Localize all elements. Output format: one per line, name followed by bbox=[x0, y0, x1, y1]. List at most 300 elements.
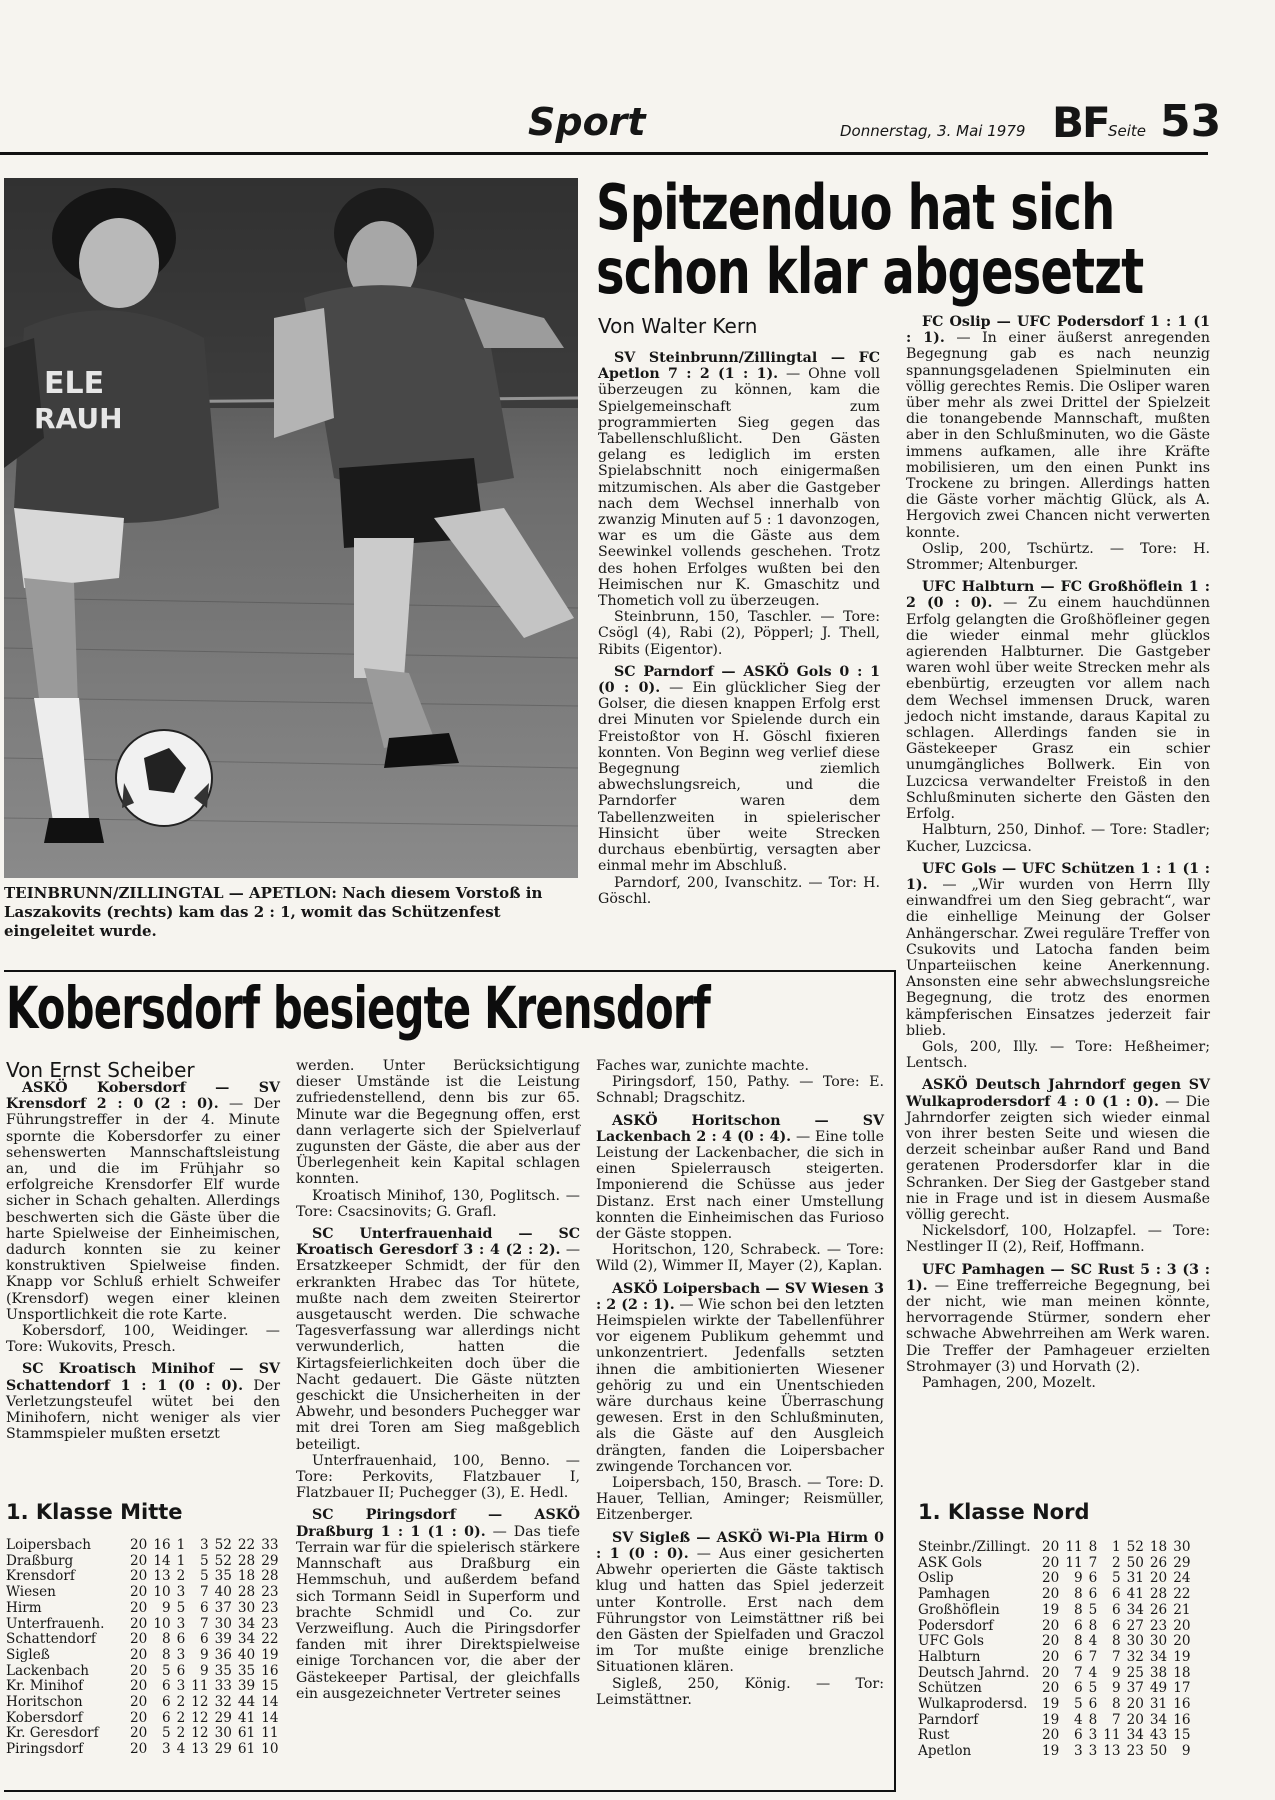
table-cell: 3 bbox=[176, 1584, 186, 1601]
table-cell: 20 bbox=[130, 1694, 148, 1711]
table-row bbox=[6, 1569, 279, 1585]
team-name: Piringsdorf bbox=[6, 1741, 84, 1758]
table-title-nord: 1. Klasse Nord bbox=[918, 1500, 1090, 1524]
table-cell: 37 bbox=[1126, 1680, 1144, 1697]
table-cell: 52 bbox=[1126, 1539, 1144, 1555]
table-cell: 20 bbox=[130, 1615, 148, 1632]
table-row bbox=[6, 1585, 279, 1601]
paragraph bbox=[6, 1323, 280, 1355]
table-cell: 1 bbox=[176, 1537, 186, 1553]
paragraph-text: — Ohne voll überzeugen zu können, kam die Spielgemeinschaft zum programmierten Sieg gegen das Tabellenschlußlicht. Den Gästen gelang es lediglich im ersten Spielabschnitt noch einigermaßen mitzumischen. Als aber die Gastgeber nach dem Wechsel innerhalb von zwanzig Minuten auf 5 : 1 davonzogen, war es um die Gäste aus dem Seewinkel vollends geschehen. Trotz des hohen Erfolges wußten bei den Heimischen nur K. Gmaschitz und Thometich voll zu überzeugen. bbox=[598, 366, 880, 610]
table-cell: 20 bbox=[130, 1599, 148, 1616]
table-cell: 34 bbox=[1126, 1601, 1144, 1618]
team-name: Oslip bbox=[918, 1570, 954, 1587]
table-cell: 3 bbox=[161, 1741, 171, 1758]
paragraph bbox=[906, 314, 1210, 541]
table-cell: 6 bbox=[1073, 1648, 1083, 1665]
table-row bbox=[6, 1695, 279, 1711]
table-cell: 5 bbox=[1073, 1696, 1083, 1713]
table-cell: 10 bbox=[153, 1584, 171, 1601]
table-cell: 6 bbox=[1111, 1586, 1121, 1603]
table-cell: 11 bbox=[1065, 1539, 1083, 1555]
team-name: Krensdorf bbox=[6, 1568, 75, 1585]
table-row bbox=[6, 1664, 279, 1680]
paragraph-text: Sigleß, 250, König. — Tor: Leimstättner. bbox=[596, 1675, 884, 1708]
paragraph-text: Horitschon, 120, Schrabeck. — Tore: Wild (2), Wimmer II, Mayer (2), Kaplan. bbox=[596, 1242, 884, 1275]
table-cell: 15 bbox=[1173, 1727, 1191, 1744]
table-row bbox=[918, 1697, 1191, 1713]
jersey-text-1: ELE bbox=[44, 366, 105, 401]
table-cell: 30 bbox=[1126, 1633, 1144, 1650]
paragraph-text: Parndorf, 200, Ivanschitz. — Tor: H. Göschl. bbox=[598, 874, 880, 907]
match-result-lead: SC Parndorf — ASKÖ Gols 0 : 1 (0 : 0). bbox=[598, 663, 880, 697]
paragraph bbox=[596, 1676, 884, 1708]
table-cell: 20 bbox=[130, 1725, 148, 1742]
match-result-lead: FC Oslip — UFC Podersdorf 1 : 1 (1 : 1). bbox=[906, 314, 1210, 347]
table-cell: 16 bbox=[1173, 1711, 1191, 1728]
table-cell: 20 bbox=[130, 1552, 148, 1569]
table-cell: 14 bbox=[261, 1694, 279, 1711]
team-name: Steinbr./Zillingt. bbox=[918, 1539, 1031, 1555]
table-cell: 35 bbox=[237, 1662, 256, 1679]
table-cell: 29 bbox=[214, 1741, 232, 1758]
table-row bbox=[918, 1650, 1191, 1666]
table-cell: 4 bbox=[1088, 1633, 1098, 1650]
paragraph-text: — Ersatzkeeper Schmidt, der für den erkrankten Hrabec das Tor hütete, mußte nach dem zweiten Steirertor ausgetauscht werden. Die schwache Tagesverfassung war allerdings nicht verwunderlich, hatten die Kirtagsfeierlichkeiten doch über die Nacht gedauert. Die Gäste nützten geschickt die Unsicherheiten in der Abwehr, und besonders Puchegger war mit drei Toren am Sieg maßgeblich beteiligt. bbox=[296, 1242, 581, 1453]
table-cell: 5 bbox=[161, 1662, 171, 1679]
table-cell: 7 bbox=[1111, 1648, 1121, 1665]
team-name: Loipersbach bbox=[6, 1537, 91, 1553]
table-cell: 34 bbox=[237, 1615, 256, 1632]
standings-table-mitte bbox=[6, 1538, 286, 1758]
table-cell: 9 bbox=[1111, 1680, 1121, 1697]
paragraph-text: — Der Führungstreffer in der 4. Minute spornte die Kobersdorfer zu einer sehenswerten Mannschaftsleistung an, und die im Frühjahr so erfolgreiche Krensdorfer Elf wurde sicher in Schach gehalten. Allerdings beschwerten sich die Gäste über die harte Spielweise der Einheimischen, dadurch konnten sie zu keiner konstruktiven Spielweise finden. Knapp vor Schluß erhielt Schweifer (Krensdorf) wegen einer kleinen Unsportlichkeit die rote Karte. bbox=[6, 1096, 280, 1323]
table-cell: 6 bbox=[1111, 1601, 1121, 1618]
table-row bbox=[6, 1648, 279, 1664]
table-cell: 8 bbox=[1088, 1711, 1098, 1728]
paragraph bbox=[6, 1080, 280, 1323]
paragraph bbox=[6, 1361, 280, 1442]
table-cell: 5 bbox=[176, 1599, 186, 1616]
match-result-lead: ASKÖ Loipersbach — SV Wiesen 3 : 2 (2 : 1). bbox=[596, 1280, 884, 1313]
table-cell: 20 bbox=[130, 1741, 148, 1758]
headline-kobersdorf: Kobersdorf besiegte Krensdorf bbox=[6, 974, 711, 1042]
table-cell: 33 bbox=[261, 1537, 279, 1553]
table-cell: 5 bbox=[1088, 1680, 1098, 1697]
team-name: Großhöflein bbox=[918, 1601, 1000, 1618]
match-result-lead: UFC Halbturn — FC Großhöflein 1 : 2 (0 : 0). bbox=[906, 579, 1210, 612]
team-name: Deutsch Jahrnd. bbox=[918, 1664, 1030, 1681]
table-cell: 13 bbox=[1103, 1743, 1121, 1760]
paragraph-text: — Das tiefe Terrain war für die spielerisch stärkere Mannschaft aus Draßburg ein Hemmschuh, und außerdem befand sich Tormann Seidl in Superform und brachte Schmidl und Co. zur Verzweiflung. Auch die Piringsdorfer fanden mit ihrer Direktspielweise einige Torchancen vor, die aber der Gästekeeper Partisal, der gleichfalls ein ausgezeichneter Vertreter seines bbox=[296, 1523, 580, 1702]
table-cell: 11 bbox=[261, 1725, 279, 1742]
table-row bbox=[918, 1571, 1191, 1587]
table-cell: 43 bbox=[1149, 1727, 1168, 1744]
table-cell: 5 bbox=[1111, 1570, 1121, 1587]
table-row bbox=[6, 1711, 279, 1727]
team-name: Halbturn bbox=[918, 1648, 981, 1665]
table-cell: 23 bbox=[261, 1584, 279, 1601]
table-row bbox=[918, 1587, 1191, 1603]
table-row bbox=[6, 1554, 279, 1570]
table-cell: 29 bbox=[214, 1709, 232, 1726]
table-cell: 20 bbox=[1042, 1680, 1060, 1697]
table-cell: 10 bbox=[153, 1615, 171, 1632]
table-row bbox=[918, 1666, 1191, 1682]
table-cell: 8 bbox=[1088, 1617, 1098, 1634]
table-cell: 32 bbox=[214, 1694, 232, 1711]
table-cell: 37 bbox=[214, 1599, 232, 1616]
table-cell: 5 bbox=[1088, 1601, 1098, 1618]
table-cell: 26 bbox=[1149, 1601, 1168, 1618]
table-cell: 23 bbox=[261, 1599, 279, 1616]
table-cell: 34 bbox=[1149, 1711, 1168, 1728]
table-cell: 27 bbox=[1126, 1617, 1144, 1634]
table-cell: 20 bbox=[1042, 1570, 1060, 1587]
table-cell: 31 bbox=[1149, 1696, 1168, 1713]
table-cell: 30 bbox=[1173, 1539, 1191, 1555]
table-cell: 3 bbox=[176, 1615, 186, 1632]
table-row bbox=[918, 1556, 1191, 1572]
article2-column-3 bbox=[596, 1058, 884, 1708]
table-cell: 13 bbox=[153, 1568, 171, 1585]
table-row bbox=[6, 1679, 279, 1695]
team-name: Sigleß bbox=[6, 1646, 50, 1663]
table-cell: 6 bbox=[176, 1662, 186, 1679]
byline-walter-kern: Von Walter Kern bbox=[598, 314, 758, 338]
paragraph-text: — Ein glücklicher Sieg der Golser, die diesen knappen Erfolg erst drei Minuten vor Spielende durch ein Freistoßtor von H. Göschl fixieren konnten. Von Beginn weg verlief diese Begegnung ziemlich abwechslungsreich, und die Parndorfer waren dem Tabellenzweiten in spielerischer Hinsicht über weite Strecken durchaus ebenbürtig, versagten aber einmal mehr im Abschluß. bbox=[598, 680, 880, 875]
table-row bbox=[6, 1742, 279, 1758]
table-cell: 10 bbox=[261, 1741, 279, 1758]
table-cell: 25 bbox=[1126, 1664, 1144, 1681]
paragraph bbox=[906, 1077, 1210, 1223]
table-cell: 19 bbox=[261, 1646, 279, 1663]
table-cell: 8 bbox=[1111, 1696, 1121, 1713]
paragraph bbox=[906, 541, 1210, 573]
table-cell: 35 bbox=[214, 1568, 232, 1585]
match-result-lead: UFC Gols — UFC Schützen 1 : 1 (1 : 1). bbox=[906, 860, 1210, 893]
table-cell: 40 bbox=[237, 1646, 256, 1663]
match-photo-illustration bbox=[4, 178, 578, 878]
section-title: Sport bbox=[528, 100, 646, 144]
paragraph-text: werden. Unter Berücksichtigung dieser Umstände ist die Leistung zufriedenstellend, denn bis zur 65. Minute war die Begegnung offen, erst dann verlagerte sich der Spielverlauf zugunsten der Gäste, die aber aus der Überlegenheit kein Kapital schlagen konnten. bbox=[296, 1058, 580, 1188]
table-cell: 50 bbox=[1149, 1743, 1168, 1760]
table-cell: 7 bbox=[1088, 1554, 1098, 1571]
table-cell: 28 bbox=[261, 1568, 279, 1585]
table-cell: 32 bbox=[1126, 1648, 1144, 1665]
table-cell: 3 bbox=[176, 1646, 186, 1663]
table-cell: 18 bbox=[1173, 1664, 1191, 1681]
table-cell: 2 bbox=[176, 1694, 186, 1711]
table-cell: 39 bbox=[214, 1631, 232, 1648]
article1-column-2 bbox=[906, 314, 1210, 1391]
table-cell: 6 bbox=[161, 1678, 171, 1695]
table-cell: 20 bbox=[1173, 1617, 1191, 1634]
table-cell: 20 bbox=[130, 1537, 148, 1553]
table-cell: 20 bbox=[1173, 1633, 1191, 1650]
table-cell: 4 bbox=[1088, 1664, 1098, 1681]
team-name: Schützen bbox=[918, 1680, 982, 1697]
table-cell: 7 bbox=[1073, 1664, 1083, 1681]
table-cell: 4 bbox=[1073, 1711, 1083, 1728]
paragraph bbox=[906, 1223, 1210, 1255]
paragraph bbox=[906, 861, 1210, 1039]
table-cell: 33 bbox=[214, 1678, 232, 1695]
paragraph bbox=[596, 1113, 884, 1243]
table-cell: 20 bbox=[1042, 1586, 1060, 1603]
table-cell: 40 bbox=[214, 1584, 232, 1601]
paragraph bbox=[596, 1074, 884, 1106]
table-cell: 6 bbox=[1111, 1617, 1121, 1634]
table-cell: 6 bbox=[161, 1709, 171, 1726]
table-row bbox=[918, 1728, 1191, 1744]
table-cell: 61 bbox=[237, 1725, 256, 1742]
table-cell: 30 bbox=[214, 1615, 232, 1632]
paragraph bbox=[596, 1530, 884, 1676]
match-result-lead: SC Piringsdorf — ASKÖ Draßburg 1 : 1 (1 : 0). bbox=[296, 1507, 580, 1540]
table-cell: 20 bbox=[130, 1646, 148, 1663]
table-cell: 6 bbox=[1073, 1680, 1083, 1697]
table-cell: 20 bbox=[130, 1584, 148, 1601]
table-cell: 41 bbox=[237, 1709, 256, 1726]
article1-column-1 bbox=[598, 350, 880, 907]
headline-spitzenduo bbox=[596, 171, 1144, 308]
paragraph-text: — Eine trefferreiche Begegnung, bei der nicht, wie man meinen könnte, hervorragende Stürmer, sondern eher schwache Abwehrreihen am Werk waren. Die Treffer der Pamhageuer erzielten Strohmayer (3) und Horvath (2). bbox=[906, 1277, 1210, 1375]
paragraph bbox=[906, 1039, 1210, 1071]
table-cell: 20 bbox=[130, 1568, 148, 1585]
table-cell: 44 bbox=[237, 1694, 256, 1711]
team-name: Unterfrauenh. bbox=[6, 1615, 105, 1632]
table-row bbox=[918, 1619, 1191, 1635]
table-cell: 6 bbox=[1088, 1696, 1098, 1713]
paragraph-text: Loipersbach, 150, Brasch. — Tore: D. Hauer, Tellian, Aminger; Reismüller, Eitzenberger. bbox=[596, 1475, 884, 1524]
table-cell: 8 bbox=[1088, 1539, 1098, 1555]
paragraph bbox=[296, 1058, 580, 1188]
table-cell: 9 bbox=[199, 1646, 209, 1663]
article2-column-1 bbox=[6, 1080, 280, 1442]
paragraph bbox=[596, 1475, 884, 1524]
table-cell: 16 bbox=[153, 1537, 171, 1553]
table-cell: 20 bbox=[1042, 1554, 1060, 1571]
paragraph-text: Unterfrauenhaid, 100, Benno. — Tore: Perkovits, Flatzbauer I, Flatzbauer II; Puchegger (3), E. Hedl. bbox=[296, 1452, 580, 1502]
table-cell: 8 bbox=[1111, 1633, 1121, 1650]
table-cell: 23 bbox=[1126, 1743, 1144, 1760]
table-cell: 22 bbox=[1173, 1586, 1191, 1603]
table-cell: 9 bbox=[1181, 1743, 1191, 1760]
table-cell: 20 bbox=[1126, 1711, 1144, 1728]
table-cell: 23 bbox=[1149, 1617, 1168, 1634]
table-cell: 6 bbox=[1073, 1617, 1083, 1634]
table-cell: 8 bbox=[1073, 1601, 1083, 1618]
match-result-lead: ASKÖ Deutsch Jahrndorf gegen SV Wulkaprodersdorf 4 : 0 (1 : 0). bbox=[906, 1077, 1210, 1110]
table-cell: 52 bbox=[214, 1552, 232, 1569]
table-cell: 3 bbox=[1073, 1743, 1083, 1760]
table-title-mitte: 1. Klasse Mitte bbox=[6, 1500, 183, 1524]
table-cell: 5 bbox=[199, 1568, 209, 1585]
paragraph-text: Gols, 200, Illy. — Tore: Heßheimer; Lentsch. bbox=[906, 1038, 1210, 1072]
table-cell: 30 bbox=[1149, 1633, 1168, 1650]
table-cell: 14 bbox=[261, 1709, 279, 1726]
table-row bbox=[6, 1726, 279, 1742]
table-cell: 6 bbox=[199, 1631, 209, 1648]
table-cell: 13 bbox=[191, 1741, 209, 1758]
paragraph-text: — In einer äußerst anregenden Begegnung gab es nach neunzig spannungsgeladenen Spielminuten ein völlig gerechtes Remis. Die Osliper waren über mehr als zwei Drittel der Spielzeit die tonangebende Mannschaft, mußten aber in den Schlußminuten, wo die Gäste immens aufkamen, alle ihre Kräfte mobilisieren, um den einen Punkt ins Trockene zu bringen. Allerdings hatten die Gäste vorher mächtig Glück, als A. Hergovich zwei Chancen nicht verwerten konnte. bbox=[906, 330, 1211, 541]
table-cell: 20 bbox=[130, 1709, 148, 1726]
team-name: Apetlon bbox=[918, 1743, 972, 1760]
paragraph bbox=[596, 1281, 884, 1475]
table-cell: 24 bbox=[1173, 1570, 1191, 1587]
table-cell: 22 bbox=[261, 1631, 279, 1648]
paragraph bbox=[906, 1262, 1210, 1375]
table-cell: 30 bbox=[237, 1599, 256, 1616]
table-cell: 29 bbox=[261, 1552, 279, 1569]
team-name: Hirm bbox=[6, 1599, 42, 1616]
table-cell: 20 bbox=[1042, 1633, 1060, 1650]
table-cell: 11 bbox=[1065, 1554, 1083, 1571]
team-name: Parndorf bbox=[918, 1711, 979, 1728]
paragraph bbox=[598, 664, 880, 875]
table-cell: 22 bbox=[237, 1537, 256, 1553]
table-cell: 7 bbox=[199, 1584, 209, 1601]
table-cell: 19 bbox=[1173, 1648, 1191, 1665]
table-cell: 9 bbox=[1073, 1570, 1083, 1587]
table-cell: 31 bbox=[1126, 1570, 1144, 1587]
table-cell: 23 bbox=[261, 1615, 279, 1632]
table-cell: 49 bbox=[1149, 1680, 1168, 1697]
table-cell: 6 bbox=[161, 1694, 171, 1711]
table-row bbox=[918, 1634, 1191, 1650]
table-cell: 19 bbox=[1042, 1743, 1060, 1760]
table-cell: 7 bbox=[199, 1615, 209, 1632]
table-cell: 20 bbox=[1042, 1539, 1060, 1555]
table-cell: 28 bbox=[237, 1584, 256, 1601]
table-cell: 41 bbox=[1126, 1586, 1144, 1603]
table-cell: 12 bbox=[191, 1694, 209, 1711]
table-cell: 28 bbox=[1149, 1586, 1168, 1603]
table-cell: 11 bbox=[1103, 1727, 1121, 1744]
table-cell: 18 bbox=[237, 1568, 256, 1585]
table-cell: 2 bbox=[176, 1709, 186, 1726]
table-row bbox=[918, 1540, 1191, 1556]
paragraph bbox=[296, 1453, 580, 1502]
paragraph-text: — Zu einem hauchdünnen Erfolg gelangten die Großhöfleiner gegen die wieder einmal mehr glücklos agierenden Halbturner. Die Gastgeber waren wohl über weite Strecken mehr als ebenbürtig, erzeugten vor allem nach dem Wechsel immensen Druck, waren jedoch nicht imstande, daraus Kapital zu schlagen. Allerdings fanden sie in Gästekeeper Grasz ein schier unumgängliches Bollwerk. Ein von Luzcicsa verwandelter Freistoß in den Schlußminuten sicherte den Gästen den Erfolg. bbox=[906, 595, 1210, 823]
table-cell: 9 bbox=[1111, 1664, 1121, 1681]
paragraph bbox=[906, 822, 1210, 854]
table-row bbox=[918, 1744, 1191, 1760]
table-cell: 26 bbox=[1149, 1554, 1168, 1571]
paragraph bbox=[296, 1226, 580, 1453]
table-cell: 34 bbox=[1126, 1727, 1144, 1744]
table-nord bbox=[918, 1540, 1191, 1760]
team-name: Wulkaprodersd. bbox=[918, 1696, 1028, 1713]
paragraph-text: Steinbrunn, 150, Taschler. — Tore: Csögl (4), Rabi (2), Pöpperl; J. Thell, Ribits (Eigentor). bbox=[598, 609, 880, 658]
table-cell: 4 bbox=[176, 1741, 186, 1758]
table-cell: 20 bbox=[1042, 1727, 1060, 1744]
table-cell: 29 bbox=[1173, 1554, 1191, 1571]
jersey-text-2: RAUH bbox=[34, 402, 123, 435]
paragraph-text: Kobersdorf, 100, Weidinger. — Tore: Wukovits, Presch. bbox=[6, 1323, 280, 1356]
paragraph-text: — Wie schon bei den letzten Heimspielen wirkte der Tabellenführer vor eigenem Publikum gehemmt und unkonzentriert. Jedenfalls setzten ihnen die ambitionierten Wiesener gehörig zu und ein Unentschieden wäre durchaus keine Überraschung gewesen. Erst in den Schlußminuten, als die Gäste auf den Ausgleich drängten, fanden die Loipersbacher zwingende Torchancen vor. bbox=[596, 1296, 884, 1475]
paragraph-text: — Aus einer gesicherten Abwehr operierten die Gäste taktisch klug und hatten das Spiel jederzeit unter Kontrolle. Erst nach dem Führungstor von Leimstättner riß bei den Gästen der Spielfaden und Graczol im Tor mußte einige brenzliche Situationen klären. bbox=[596, 1545, 884, 1676]
team-name: UFC Gols bbox=[918, 1633, 984, 1650]
table-cell: 18 bbox=[1149, 1539, 1168, 1555]
paragraph-text: Pamhagen, 200, Mozelt. bbox=[922, 1375, 1096, 1391]
table-cell: 3 bbox=[176, 1678, 186, 1695]
table-cell: 39 bbox=[237, 1678, 256, 1695]
page-label: Seite bbox=[1108, 122, 1147, 140]
table-cell: 20 bbox=[1149, 1570, 1168, 1587]
table-cell: 6 bbox=[176, 1631, 186, 1648]
table-cell: 9 bbox=[161, 1599, 171, 1616]
paragraph-text: Kroatisch Minihof, 130, Poglitsch. — Tore: Csacsinovits; G. Grafl. bbox=[296, 1187, 580, 1220]
team-name: Rust bbox=[918, 1727, 950, 1744]
table-cell: 28 bbox=[237, 1552, 256, 1569]
match-photo bbox=[4, 178, 578, 878]
table-cell: 3 bbox=[1088, 1727, 1098, 1744]
table-cell: 2 bbox=[176, 1725, 186, 1742]
table-cell: 6 bbox=[199, 1599, 209, 1616]
table-cell: 21 bbox=[1173, 1601, 1191, 1618]
paragraph bbox=[296, 1188, 580, 1220]
table-cell: 52 bbox=[214, 1537, 232, 1553]
paragraph-text: Der Verletzungsteufel wütet bei den Minihofern, nicht weniger als vier Stammspieler mußten ersetzt bbox=[6, 1377, 280, 1443]
table-cell: 38 bbox=[1149, 1664, 1168, 1681]
table-cell: 11 bbox=[191, 1678, 209, 1695]
standings-table-nord bbox=[918, 1540, 1208, 1760]
article2-column-2 bbox=[296, 1058, 580, 1702]
table-cell: 2 bbox=[176, 1568, 186, 1585]
match-result-lead: ASKÖ Horitschon — SV Lackenbach 2 : 4 (0 : 4). bbox=[596, 1112, 884, 1145]
team-name: Podersdorf bbox=[918, 1617, 994, 1634]
table-cell: 8 bbox=[161, 1646, 171, 1663]
table-cell: 6 bbox=[1088, 1586, 1098, 1603]
table-cell: 9 bbox=[199, 1662, 209, 1679]
team-name: Draßburg bbox=[6, 1552, 74, 1569]
table-cell: 19 bbox=[1042, 1696, 1060, 1713]
table-cell: 12 bbox=[191, 1725, 209, 1742]
paragraph bbox=[598, 350, 880, 609]
match-result-lead: ASKÖ Kobersdorf — SV Krensdorf 2 : 0 (2 : 0). bbox=[6, 1080, 280, 1113]
headline-line-1: Spitzenduo hat sich bbox=[596, 171, 1115, 244]
paragraph-text: — „Wir wurden von Herrn Illy einwandfrei um den Sieg gebracht“, war die einhellige Meinung der Golser Anhängerschar. Zwei reguläre Treffer von Csukovits und Latocha fanden beim Unparteiischen keine Anerkennung. Ansonsten eine sehr abwechslungsreiche Begegnung, die trotz des enormen kämpferischen Einsatzes jederzeit fair blieb. bbox=[906, 876, 1210, 1039]
table-cell: 19 bbox=[1042, 1601, 1060, 1618]
page-number: 53 bbox=[1160, 96, 1222, 147]
table-cell: 5 bbox=[199, 1552, 209, 1569]
paragraph-text: Oslip, 200, Tschürtz. — Tore: H. Strommer; Altenburger. bbox=[906, 540, 1210, 574]
table-cell: 20 bbox=[1042, 1648, 1060, 1665]
table-cell: 8 bbox=[1073, 1633, 1083, 1650]
table-cell: 16 bbox=[1173, 1696, 1191, 1713]
table-cell: 1 bbox=[176, 1552, 186, 1569]
team-name: Lackenbach bbox=[6, 1662, 89, 1679]
table-mitte bbox=[6, 1538, 279, 1758]
table-cell: 20 bbox=[130, 1678, 148, 1695]
table-cell: 20 bbox=[1042, 1617, 1060, 1634]
table-row bbox=[918, 1681, 1191, 1697]
paragraph bbox=[596, 1058, 884, 1074]
paragraph-text: Nickelsdorf, 100, Holzapfel. — Tore: Nestlinger II (2), Reif, Hoffmann. bbox=[906, 1223, 1210, 1256]
table-row bbox=[6, 1632, 279, 1648]
paragraph bbox=[906, 579, 1210, 822]
table-cell: 35 bbox=[214, 1662, 232, 1679]
match-result-lead: SV Steinbrunn/Zillingtal — FC Apetlon 7 : 2 (1 : 1). bbox=[598, 350, 880, 383]
table-cell: 16 bbox=[261, 1662, 279, 1679]
match-result-lead: SC Unterfrauenhaid — SC Kroatisch Geresdorf 3 : 4 (2 : 2). bbox=[296, 1226, 580, 1259]
table-cell: 7 bbox=[1088, 1648, 1098, 1665]
team-name: Kr. Minihof bbox=[6, 1678, 84, 1695]
team-name: Kobersdorf bbox=[6, 1709, 83, 1726]
team-name: Schattendorf bbox=[6, 1631, 96, 1648]
